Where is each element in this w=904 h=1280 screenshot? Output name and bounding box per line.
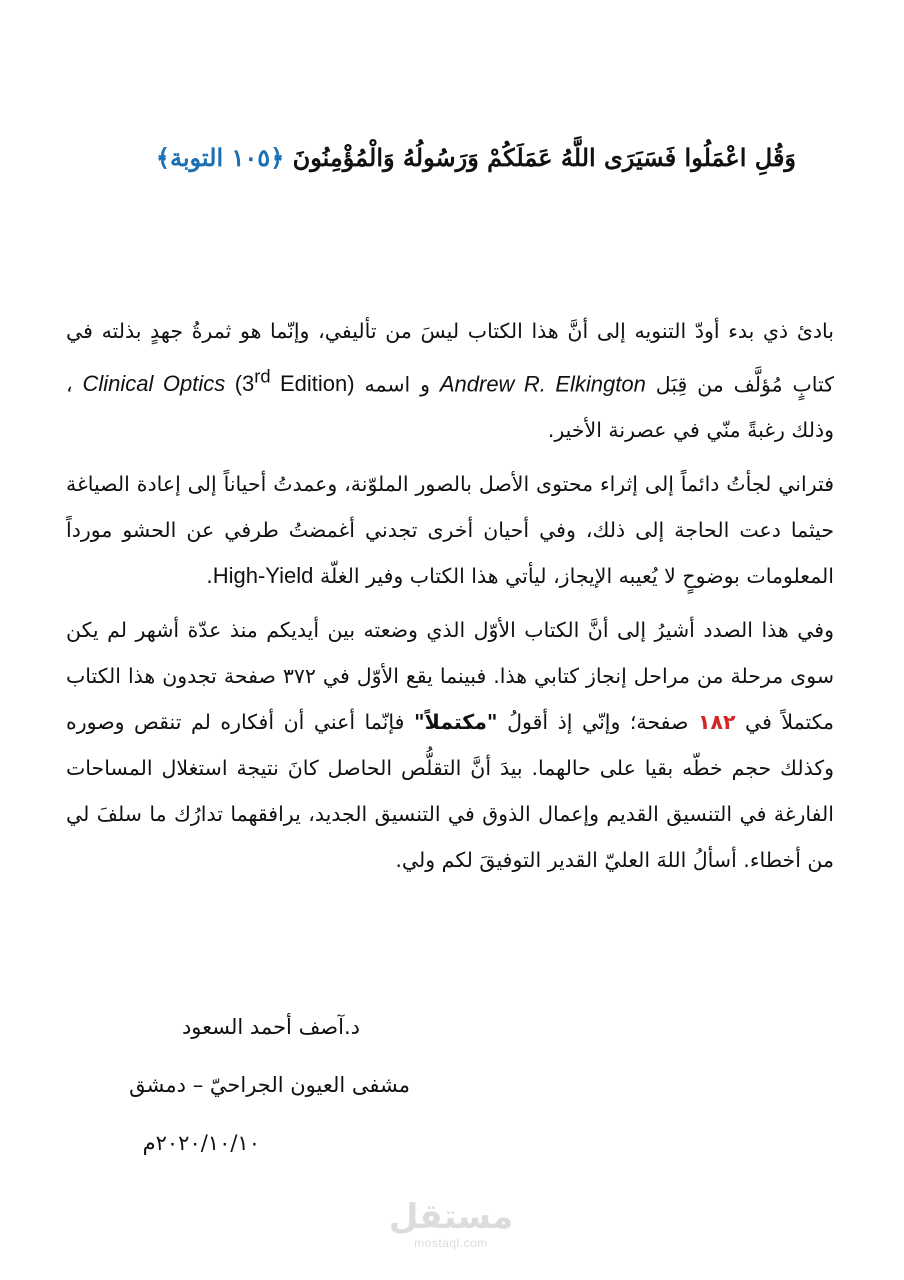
paragraph-3-text: وفي هذا الصدد أشيرُ إلى أنَّ الكتاب الأوّل الذي وضعته بين أيديكم منذ عدّة أشهر لم يكن سوى مرحلة من مراحل إنجاز كتابي هذا. فبينما يقع الأوّل في ٣٧٢ صفحة تجدون هذا الكتاب مكتملاً في <box>66 618 834 735</box>
high-yield-term: High-Yield <box>212 563 314 589</box>
complete-word-bold: "مكتملاً" <box>413 710 498 735</box>
edition-superscript: rd <box>254 366 271 387</box>
paragraph-3 <box>66 607 834 883</box>
watermark-logo: مستقل <box>388 1197 514 1237</box>
author-name <box>440 371 646 396</box>
edition-close: Edition) <box>270 371 355 397</box>
page-count-highlight: ١٨٢ <box>697 710 736 735</box>
paragraph-3-text-3: فإنّما أعني أن أفكاره لم تنقص وصوره وكذلك حجم خطّه بقيا على حالهما. بيدَ أنَّ التقلُّص الحاصل كانَ نتيجة استغلال المساحات الفارغة في التنسيق القديم وإعمال الذوق في التنسيق الجديد، يرافقهما تدارُك ما سلفَ لي من أخطاء. أسألُ اللهَ العليّ القدير التوفيقَ لكم ولي. <box>66 710 834 873</box>
watermark-url: mostaql.com <box>414 1236 488 1250</box>
paragraph-2-end: . <box>206 564 213 589</box>
author-name-text: Andrew R. Elkington <box>439 371 646 397</box>
book-title: Clinical Optics <box>82 371 226 397</box>
quran-verse <box>60 138 796 178</box>
introduction-body <box>66 308 834 891</box>
paragraph-2 <box>66 461 834 599</box>
verse-text: وَقُلِ اعْمَلُوا فَسَيَرَى اللَّهُ عَمَلَكُمْ وَرَسُولُهُ وَالْمُؤْمِنُونَ <box>292 143 796 172</box>
book-title-edition <box>82 366 355 397</box>
paragraph-1-text-3: ، وذلك رغبةً منّي في عصرنة الأخير. <box>66 372 834 443</box>
paragraph-3-text-2: صفحة؛ وإنّي إذ أقولُ <box>507 710 689 735</box>
author-affiliation: مشفى العيون الجراحيّ – دمشق <box>129 1073 410 1097</box>
author-signature-name: د.آصف أحمد السعود <box>181 1015 360 1039</box>
mostaql-watermark <box>386 1198 516 1250</box>
paragraph-1 <box>66 308 834 453</box>
paragraph-2-text: فتراني لجأتُ دائماً إلى إثراء محتوى الأصل بالصور الملوّنة، وعمدتُ أحياناً إلى إعادة الصياغة حيثما دعت الحاجة إلى ذلك، وفي أحيان أخرى تجدني أغمضتُ طرفي عن الحشو مورداً المعلومات بوضوحٍ لا يُعيبه الإيجاز، ليأتي هذا الكتاب وفير الغلّة <box>66 472 834 589</box>
document-date: ٢٠٢٠/١٠/١٠م <box>142 1131 260 1155</box>
paragraph-1-text: بادئ ذي بدء أودّ التنويه إلى أنَّ هذا الكتاب ليسَ من تأليفي، وإنّما هو ثمرةُ جهدٍ بذلته في كتابٍ مُؤلَّف من قِبَل <box>66 319 834 397</box>
verse-reference: ﴿١٠٥ التوبة﴾ <box>155 143 285 172</box>
paragraph-1-text-2: و اسمه <box>364 372 430 397</box>
edition-open: (3 <box>234 371 255 397</box>
